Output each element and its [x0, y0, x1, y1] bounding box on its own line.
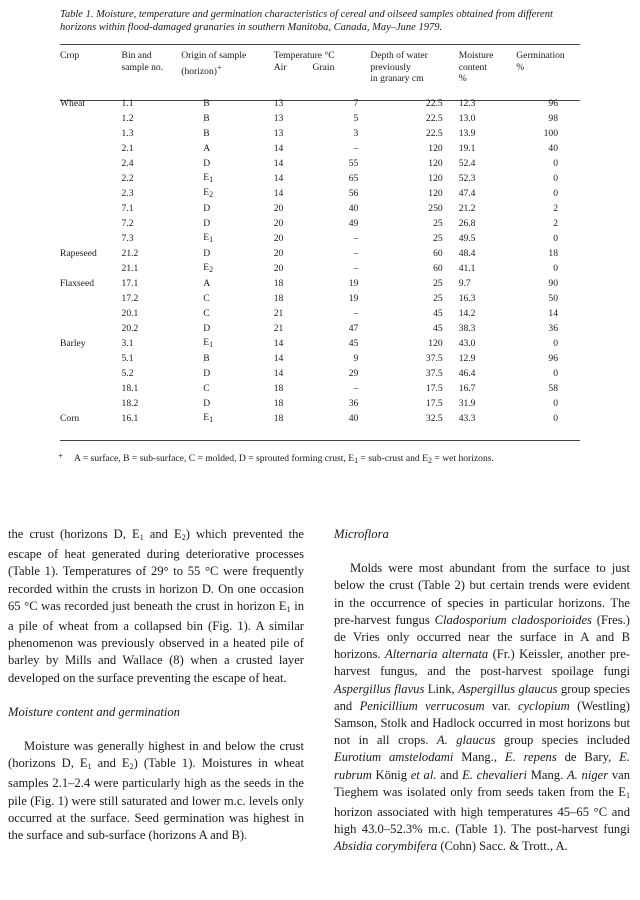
col-header-germination: Germination %	[516, 50, 565, 73]
cell-moisture: 47.4	[458, 188, 476, 199]
cell-crop: Rapeseed	[60, 248, 97, 259]
cell-air-temp: 14	[273, 173, 284, 184]
cell-origin: $E_2$	[203, 187, 214, 199]
cell-crop	[60, 217, 118, 232]
cell-germination: 0	[553, 158, 558, 169]
cell-bin: 2.1	[121, 143, 134, 154]
col-header-origin: Origin of sample (horizon)+	[181, 50, 247, 77]
cell-origin: D	[203, 398, 211, 409]
table-row	[60, 292, 580, 307]
table-bottom-rule	[60, 440, 580, 441]
cell-air-temp: 20	[273, 233, 284, 244]
col-header-crop: Crop	[60, 50, 80, 61]
cell-origin: A	[203, 278, 211, 289]
cell-crop	[60, 397, 118, 412]
cell-depth: 60	[433, 263, 443, 274]
cell-bin: 7.2	[121, 218, 134, 229]
section-heading-moisture: Moisture content and germination	[8, 704, 180, 719]
cell-depth: 17.5	[425, 383, 443, 394]
cell-air-temp: 18	[273, 383, 284, 394]
cell-germination: 18	[548, 248, 558, 259]
cell-bin: 2.2	[121, 173, 134, 184]
cell-air-temp: 20	[273, 218, 284, 229]
cell-germination: 0	[553, 338, 558, 349]
cell-depth: 22.5	[425, 113, 443, 124]
cell-bin: 7.3	[121, 233, 134, 244]
cell-moisture: 13.0	[458, 113, 476, 124]
cell-grain-temp: 56	[348, 188, 359, 199]
cell-depth: 120	[428, 173, 443, 184]
cell-moisture: 46.4	[458, 368, 476, 379]
cell-crop: Flaxseed	[60, 278, 95, 289]
table-body	[60, 97, 580, 427]
table-row	[60, 112, 580, 127]
cell-germination: 98	[548, 113, 558, 124]
cell-bin: 18.2	[121, 398, 139, 409]
footnote-text: A = surface, B = sub-surface, C = molded, D = sprouted forming crust, $E_1$ = sub-crust and $E_2$ = wet horizons.	[74, 453, 494, 465]
table-row	[60, 412, 580, 427]
cell-grain-temp: 40	[348, 413, 359, 424]
cell-germination: 96	[548, 353, 558, 364]
cell-crop	[60, 262, 118, 277]
cell-air-temp: 18	[273, 398, 284, 409]
col-header-moisture: Moisture content %	[458, 50, 494, 84]
table-footnote	[60, 452, 580, 468]
cell-grain-temp: –	[353, 308, 359, 319]
cell-bin: 5.1	[121, 353, 134, 364]
cell-depth: 60	[433, 248, 443, 259]
cell-grain-temp: 29	[348, 368, 359, 379]
cell-moisture: 14.2	[458, 308, 476, 319]
cell-moisture: 38.3	[458, 323, 476, 334]
cell-air-temp: 14	[273, 353, 284, 364]
cell-germination: 2	[553, 203, 558, 214]
cell-germination: 0	[553, 368, 558, 379]
cell-moisture: 21.2	[458, 203, 476, 214]
col-header-depth: Depth of water previously in granary cm	[370, 50, 428, 84]
cell-crop	[60, 352, 118, 367]
cell-moisture: 31.9	[458, 398, 476, 409]
col-header-temperature: Temperature °C Air Grain	[273, 50, 335, 73]
cell-germination: 36	[548, 323, 558, 334]
cell-crop	[60, 292, 118, 307]
cell-depth: 120	[428, 158, 443, 169]
cell-moisture: 52.3	[458, 173, 476, 184]
cell-grain-temp: –	[353, 248, 359, 259]
cell-origin: B	[203, 128, 210, 139]
cell-origin: D	[203, 248, 211, 259]
cell-depth: 37.5	[425, 353, 443, 364]
cell-moisture: 49.5	[458, 233, 476, 244]
cell-moisture: 13.9	[458, 128, 476, 139]
cell-air-temp: 14	[273, 143, 284, 154]
cell-depth: 45	[433, 323, 443, 334]
cell-grain-temp: 55	[348, 158, 359, 169]
table-row	[60, 202, 580, 217]
cell-grain-temp: 9	[353, 353, 359, 364]
cell-grain-temp: 5	[353, 113, 359, 124]
section-heading-microflora: Microflora	[334, 527, 389, 541]
cell-origin: D	[203, 368, 211, 379]
cell-bin: 20.2	[121, 323, 139, 334]
cell-origin: C	[203, 383, 210, 394]
cell-depth: 120	[428, 338, 443, 349]
cell-air-temp: 14	[273, 188, 284, 199]
footnote-mark: +	[58, 451, 64, 461]
right-column	[334, 526, 630, 856]
cell-air-temp: 14	[273, 338, 284, 349]
cell-bin: 21.1	[121, 263, 139, 274]
cell-origin: D	[203, 158, 211, 169]
cell-grain-temp: –	[353, 143, 359, 154]
cell-origin: $E_1$	[203, 172, 214, 184]
table-header-row	[60, 50, 580, 85]
cell-air-temp: 13	[273, 113, 284, 124]
cell-air-temp: 14	[273, 158, 284, 169]
cell-crop	[60, 142, 118, 157]
cell-moisture: 48.4	[458, 248, 476, 259]
cell-depth: 22.5	[425, 128, 443, 139]
table-caption	[60, 8, 580, 34]
cell-germination: 40	[548, 143, 558, 154]
table-row	[60, 262, 580, 277]
cell-moisture: 16.7	[458, 383, 476, 394]
cell-crop	[60, 112, 118, 127]
col-header-air: Air	[273, 61, 287, 73]
cell-depth: 120	[428, 188, 443, 199]
left-paragraph-2: Moisture was generally highest in and below the crust (horizons D, $E_1$ and $E_2$) (Table 1). Moistures in wheat samples 2.1–2.4 were particularly high as the seeds in the pile (Fig. 1) were still saturated and lower m.c. levels only occurred at the surface. Seed germination was highest in the surface and sub-surface (horizons A and B).	[8, 739, 304, 843]
cell-origin: B	[203, 353, 210, 364]
table-row	[60, 307, 580, 322]
cell-bin: 18.1	[121, 383, 139, 394]
cell-moisture: 12.9	[458, 353, 476, 364]
cell-bin: 17.1	[121, 278, 139, 289]
cell-germination: 100	[543, 128, 558, 139]
cell-bin: 1.3	[121, 128, 134, 139]
cell-air-temp: 21	[273, 323, 284, 334]
cell-depth: 45	[433, 308, 443, 319]
table-row	[60, 277, 580, 292]
table-row	[60, 232, 580, 247]
cell-bin: 5.2	[121, 368, 134, 379]
cell-moisture: 9.7	[458, 278, 471, 289]
cell-air-temp: 14	[273, 368, 284, 379]
cell-bin: 21.2	[121, 248, 139, 259]
cell-air-temp: 20	[273, 263, 284, 274]
col-header-bin: Bin and sample no.	[121, 50, 164, 73]
cell-grain-temp: 45	[348, 338, 359, 349]
cell-crop	[60, 382, 118, 397]
cell-germination: 90	[548, 278, 558, 289]
right-paragraph-1: Molds were most abundant from the surface to just below the crust (Table 2) but certain trends were evident in the occurrence of species in particular horizons. The pre-harvest fungus Cladosporium cladosporioides (Fres.) de Vries only occurred near the surface in A and B horizons. Alternaria alternata (Fr.) Keissler, another pre-harvest fungus, and the post-harvest spoilage fungi Aspergillus flavus Link, Aspergillus glaucus group species and Penicillium verrucosum var. cyclopium (Westling) Samson, Stolk and Hadlock occurred in most horizons but not in all crops. A. glaucus group species included Eurotium amstelodami Mang., E. repens de Bary, E. rubrum König et al. and E. chevalieri Mang. A. niger van Tieghem was isolated only from seeds taken from the $E_1$ horizon associated with high temperatures 45–65 °C and high 43.0–52.3% m.c. (Table 1). The post-harvest fungi Absidia corymbifera (Cohn) Sacc. & Trott., A.	[334, 561, 631, 854]
cell-depth: 32.5	[425, 413, 443, 424]
cell-crop	[60, 367, 118, 382]
cell-moisture: 19.1	[458, 143, 476, 154]
cell-moisture: 52.4	[458, 158, 476, 169]
cell-grain-temp: 47	[348, 323, 359, 334]
cell-origin: D	[203, 218, 211, 229]
cell-germination: 50	[548, 293, 558, 304]
cell-air-temp: 20	[273, 203, 284, 214]
cell-moisture: 43.3	[458, 413, 476, 424]
cell-crop: Wheat	[60, 98, 86, 109]
cell-moisture: 43.0	[458, 338, 476, 349]
cell-origin: $E_1$	[203, 337, 214, 349]
cell-crop	[60, 307, 118, 322]
cell-origin: B	[203, 98, 210, 109]
cell-germination: 0	[553, 263, 558, 274]
cell-moisture: 41.1	[458, 263, 476, 274]
cell-germination: 0	[553, 413, 558, 424]
left-column	[8, 526, 304, 844]
cell-crop: Corn	[60, 413, 80, 424]
cell-grain-temp: 3	[353, 128, 359, 139]
cell-germination: 0	[553, 173, 558, 184]
cell-crop	[60, 232, 118, 247]
cell-germination: 14	[548, 308, 558, 319]
table-top-rule	[60, 44, 580, 45]
cell-bin: 7.1	[121, 203, 134, 214]
table-row	[60, 142, 580, 157]
cell-germination: 0	[553, 233, 558, 244]
table-caption-label: Table 1.	[60, 9, 94, 20]
cell-air-temp: 18	[273, 293, 284, 304]
cell-depth: 25	[433, 278, 443, 289]
cell-air-temp: 18	[273, 413, 284, 424]
table-row	[60, 157, 580, 172]
table-row	[60, 367, 580, 382]
cell-grain-temp: 7	[353, 98, 359, 109]
cell-grain-temp: –	[353, 233, 359, 244]
cell-grain-temp: 65	[348, 173, 359, 184]
cell-origin: $E_2$	[203, 262, 214, 274]
cell-depth: 37.5	[425, 368, 443, 379]
cell-depth: 25	[433, 218, 443, 229]
cell-air-temp: 13	[273, 98, 284, 109]
cell-grain-temp: 49	[348, 218, 359, 229]
cell-depth: 120	[428, 143, 443, 154]
cell-germination: 0	[553, 188, 558, 199]
cell-origin: D	[203, 203, 211, 214]
cell-germination: 0	[553, 398, 558, 409]
cell-grain-temp: 19	[348, 293, 359, 304]
table-row	[60, 382, 580, 397]
col-header-grain: Grain	[312, 61, 335, 73]
table-row	[60, 217, 580, 232]
cell-bin: 2.4	[121, 158, 134, 169]
cell-germination: 96	[548, 98, 558, 109]
cell-bin: 1.1	[121, 98, 134, 109]
cell-crop	[60, 172, 118, 187]
table-row	[60, 187, 580, 202]
cell-air-temp: 18	[273, 278, 284, 289]
table-row	[60, 397, 580, 412]
cell-origin: C	[203, 308, 210, 319]
table-row	[60, 127, 580, 142]
cell-bin: 2.3	[121, 188, 134, 199]
cell-air-temp: 20	[273, 248, 284, 259]
cell-crop	[60, 127, 118, 142]
cell-moisture: 26.8	[458, 218, 476, 229]
cell-origin: D	[203, 323, 211, 334]
cell-moisture: 12.3	[458, 98, 476, 109]
data-table	[60, 50, 580, 427]
cell-bin: 17.2	[121, 293, 139, 304]
cell-crop	[60, 157, 118, 172]
cell-crop	[60, 202, 118, 217]
table-row	[60, 337, 580, 352]
cell-bin: 3.1	[121, 338, 134, 349]
cell-moisture: 16.3	[458, 293, 476, 304]
cell-germination: 2	[553, 218, 558, 229]
cell-origin: B	[203, 113, 210, 124]
cell-air-temp: 21	[273, 308, 284, 319]
table-row	[60, 97, 580, 112]
cell-grain-temp: –	[353, 383, 359, 394]
cell-bin: 16.1	[121, 413, 139, 424]
cell-grain-temp: 36	[348, 398, 359, 409]
cell-grain-temp: –	[353, 263, 359, 274]
table-caption-text: Moisture, temperature and germination characteristics of cereal and oilseed samples obtained from different horizons within flood-damaged granaries in southern Manitoba, Canada, May–June 1979.	[60, 9, 553, 33]
cell-depth: 250	[428, 203, 443, 214]
table-row	[60, 172, 580, 187]
cell-depth: 17.5	[425, 398, 443, 409]
cell-depth: 25	[433, 293, 443, 304]
cell-bin: 1.2	[121, 113, 134, 124]
cell-crop: Barley	[60, 338, 86, 349]
cell-air-temp: 13	[273, 128, 284, 139]
cell-grain-temp: 19	[348, 278, 359, 289]
cell-bin: 20.1	[121, 308, 139, 319]
cell-depth: 22.5	[425, 98, 443, 109]
table-row	[60, 247, 580, 262]
cell-germination: 58	[548, 383, 558, 394]
cell-origin: $E_1$	[203, 412, 214, 424]
left-paragraph-1: the crust (horizons D, $E_1$ and $E_2$) which prevented the escape of heat generated during deteriorative processes (Table 1). Temperatures of 29° to 55 °C were frequently recorded within the crusts in horizon D. On one occasion 65 °C was recorded just beneath the crust in horizon $E_1$ in a pile of wheat from a collapsed bin (Fig. 1). A similar phenomenon was previously observed in a heated pile of barley by Mills and Wallace (8) when a crusted layer developed on the surface preventing the escape of heat.	[8, 527, 304, 685]
table-row	[60, 352, 580, 367]
cell-crop	[60, 322, 118, 337]
cell-origin: $E_1$	[203, 232, 214, 244]
cell-origin: A	[203, 143, 211, 154]
cell-grain-temp: 40	[348, 203, 359, 214]
table-row	[60, 322, 580, 337]
cell-origin: C	[203, 293, 210, 304]
cell-depth: 25	[433, 233, 443, 244]
cell-crop	[60, 187, 118, 202]
